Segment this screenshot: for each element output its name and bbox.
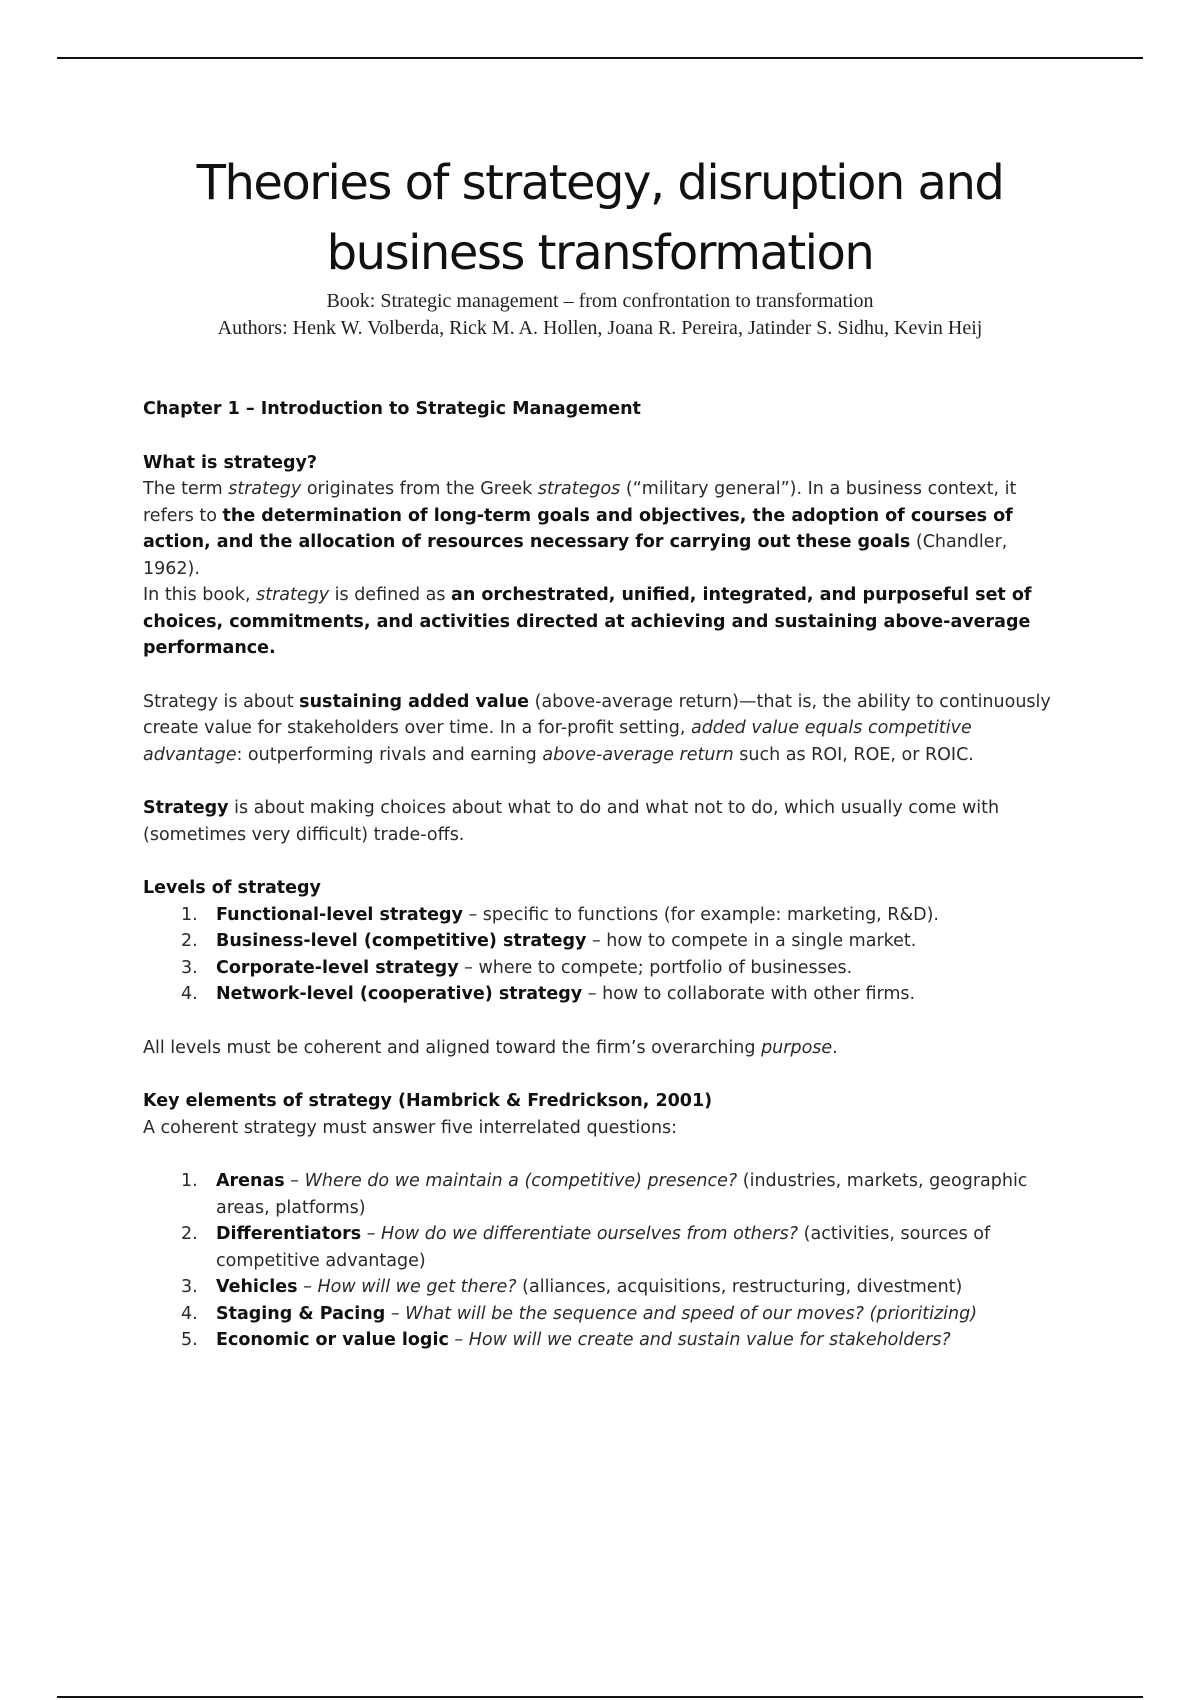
strategy-origin-paragraph: The term strategy originates from the Greek strategos (“military general”). In a business context, it refers to the determination of long-term goals and objectives, the adoption of courses of action, and the allocation of resources necessary for carrying out these goals (Chandler, 1962). xyxy=(143,479,1017,579)
coherence-paragraph: All levels must be coherent and aligned toward the firm’s overarching purpose. xyxy=(143,1037,838,1058)
list-item: 4. Network-level (cooperative) strategy – how to collaborate with other firms. xyxy=(181,984,916,1004)
levels-heading: Levels of strategy xyxy=(143,878,321,898)
title-line-1: Theories of strategy, disruption and xyxy=(196,155,1004,211)
book-meta xyxy=(0,288,1200,342)
added-value-paragraph: Strategy is about sustaining added value (above-average return)—that is, the ability to continuously create value for stakeholders over time. In a for-profit setting, added value equals competitive advantage: outperforming rivals and earning above-average return such as ROI, ROE, or ROIC. xyxy=(143,691,1051,765)
key-elements-intro: A coherent strategy must answer five interrelated questions: xyxy=(143,1117,678,1138)
list-item: 3. Corporate-level strategy – where to compete; portfolio of businesses. xyxy=(181,957,853,978)
list-item: 4. Staging & Pacing – What will be the sequence and speed of our moves? (prioritizing) xyxy=(181,1303,978,1324)
list-item: 2. Business-level (competitive) strategy – how to compete in a single market. xyxy=(181,931,917,951)
document-body xyxy=(143,396,1063,1354)
chapter-heading: Chapter 1 – Introduction to Strategic Management xyxy=(143,399,641,419)
key-elements-heading: Key elements of strategy (Hambrick & Fredrickson, 2001) xyxy=(143,1091,713,1111)
list-item: 5. Economic or value logic – How will we create and sustain value for stakeholders? xyxy=(181,1330,951,1350)
authors-line: Authors: Henk W. Volberda, Rick M. A. Hollen, Joana R. Pereira, Jatinder S. Sidhu, Kevin Heij xyxy=(217,317,983,339)
choices-paragraph: Strategy is about making choices about what to do and what not to do, which usually come with (sometimes very difficult) trade-offs. xyxy=(143,798,1000,845)
what-is-strategy-heading: What is strategy? xyxy=(143,452,318,473)
list-item: 1. Arenas – Where do we maintain a (competitive) presence? (industries, markets, geographic areas, platforms) xyxy=(181,1171,1028,1218)
bottom-rule xyxy=(57,1696,1143,1698)
list-item: 1. Functional-level strategy – specific to functions (for example: marketing, R&D). xyxy=(181,904,939,925)
book-line: Book: Strategic management – from confrontation to transformation xyxy=(326,290,874,312)
list-item: 3. Vehicles – How will we get there? (alliances, acquisitions, restructuring, divestment) xyxy=(181,1277,963,1297)
document-title xyxy=(0,148,1200,288)
key-elements-list xyxy=(143,1168,1063,1354)
title-line-2: business transformation xyxy=(326,225,874,281)
levels-list xyxy=(143,902,1063,1008)
strategy-definition-paragraph: In this book, strategy is defined as an orchestrated, unified, integrated, and purposeful set of choices, commitments, and activities directed at achieving and sustaining above-average performance. xyxy=(143,585,1032,658)
list-item: 2. Differentiators – How do we differentiate ourselves from others? (activities, sources of competitive advantage) xyxy=(181,1224,991,1271)
top-rule xyxy=(57,57,1143,59)
